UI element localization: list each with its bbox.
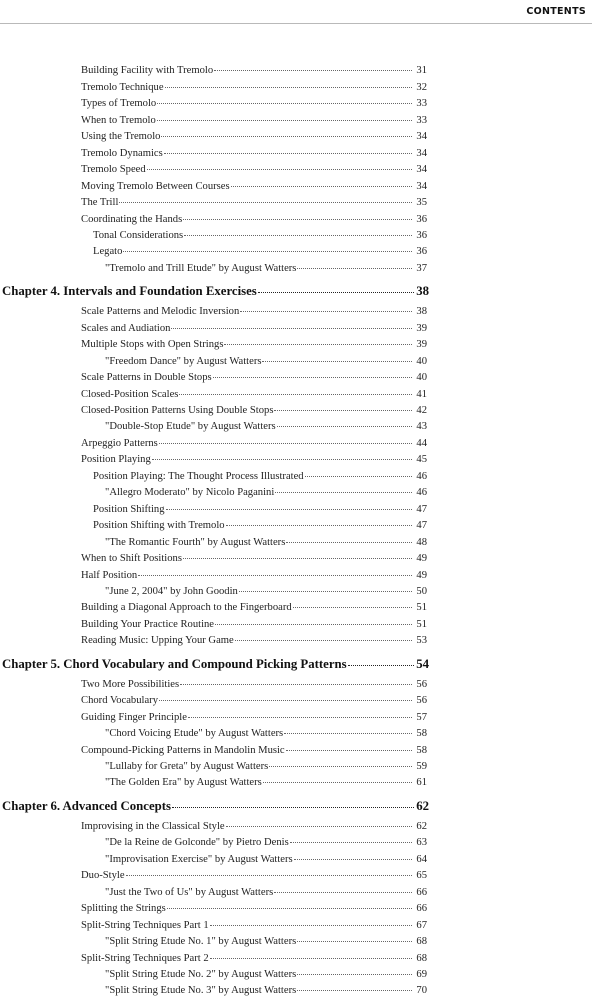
- toc-entry-title: Moving Tremolo Between Courses: [81, 180, 230, 192]
- dot-leader: [294, 850, 412, 859]
- dot-leader: [157, 95, 412, 104]
- toc-entry-title: Coordinating the Hands: [81, 213, 183, 225]
- toc-page-number: 66: [416, 886, 427, 898]
- toc-entry: [105, 776, 427, 793]
- dot-leader: [240, 303, 412, 312]
- toc-page-number: 46: [416, 487, 427, 499]
- dot-leader: [166, 500, 412, 509]
- toc-page-number: 54: [416, 656, 429, 671]
- toc-page-number: 68: [416, 952, 427, 964]
- toc-page-number: 66: [416, 903, 427, 915]
- toc-page-number: 47: [416, 503, 427, 515]
- dot-leader: [126, 867, 412, 876]
- toc-page-number: 49: [416, 569, 427, 581]
- toc-entry: [105, 261, 427, 278]
- toc-entry-title: Half Position: [81, 569, 138, 581]
- toc-entry-title: Scale Patterns and Melodic Inversion: [81, 306, 240, 318]
- toc-entry-title: "June 2, 2004" by John Goodin: [105, 585, 238, 597]
- toc-entry-title: Building a Diagonal Approach to the Fingerboard: [81, 602, 292, 614]
- toc-page-number: 56: [416, 695, 427, 707]
- dot-leader: [123, 243, 412, 252]
- dot-leader: [188, 708, 412, 717]
- toc-page-number: 48: [416, 536, 427, 548]
- toc-page-number: 31: [416, 65, 427, 77]
- toc-entry-title: The Trill: [81, 197, 119, 209]
- toc-page-number: 34: [416, 131, 427, 143]
- toc-entry-title: Split-String Techniques Part 2: [81, 952, 209, 964]
- toc-page-number: 70: [416, 985, 427, 997]
- toc-entry-title: "Lullaby for Greta" by August Watters: [105, 761, 269, 773]
- toc-page-number: 57: [416, 711, 427, 723]
- toc-entry-title: Tremolo Dynamics: [81, 147, 163, 159]
- toc-entry-title: Tonal Considerations: [93, 229, 184, 241]
- toc-entry-title: "Chord Voicing Etude" by August Watters: [105, 728, 284, 740]
- dot-leader: [226, 817, 412, 826]
- toc-page-number: 36: [416, 213, 427, 225]
- dot-leader: [152, 451, 412, 460]
- toc-entry-title: "Split String Etude No. 1" by August Watters: [105, 936, 297, 948]
- toc-page-number: 43: [416, 421, 427, 433]
- toc-entry-title: Position Shifting with Tremolo: [93, 520, 225, 532]
- dot-leader: [164, 144, 412, 153]
- dot-leader: [184, 227, 412, 236]
- toc-entry-title: "Split String Etude No. 3" by August Watters: [105, 985, 297, 997]
- toc-page-number: 68: [416, 936, 427, 948]
- header-divider: [0, 23, 592, 24]
- toc-page-number: 51: [416, 602, 427, 614]
- toc-entry-title: Legato: [93, 246, 123, 258]
- toc-entry-title: When to Shift Positions: [81, 553, 182, 565]
- toc-entry-title: Building Your Practice Routine: [81, 618, 215, 630]
- toc-page-number: 58: [416, 728, 427, 740]
- toc-entry-title: Improvising in the Classical Style: [81, 820, 225, 832]
- toc-page-number: 49: [416, 553, 427, 565]
- dot-leader: [161, 128, 412, 137]
- dot-leader: [262, 352, 412, 361]
- dot-leader: [258, 282, 414, 293]
- dot-leader: [239, 583, 412, 592]
- toc-page-number: 59: [416, 761, 427, 773]
- toc-page-number: 33: [416, 114, 427, 126]
- toc-page-number: 42: [416, 405, 427, 417]
- toc-entry-title: Chapter 4. Intervals and Foundation Exercises: [2, 284, 257, 299]
- dot-leader: [215, 615, 412, 624]
- dot-leader: [224, 336, 412, 345]
- page-header: [0, 0, 592, 25]
- toc-entry-title: "The Romantic Fourth" by August Watters: [105, 536, 286, 548]
- toc-page-number: 34: [416, 147, 427, 159]
- toc-chapter-heading: [2, 798, 429, 818]
- toc-entry-title: Chapter 6. Advanced Concepts: [2, 798, 171, 813]
- toc-page-number: 39: [416, 322, 427, 334]
- dot-leader: [180, 675, 412, 684]
- toc-entry: [81, 634, 427, 651]
- toc-entry-title: Splitting the Strings: [81, 903, 166, 915]
- dot-leader: [348, 654, 414, 665]
- toc-page-number: 36: [416, 229, 427, 241]
- toc-page-number: 33: [416, 98, 427, 110]
- toc-entry-title: Chapter 5. Chord Vocabulary and Compound Picking Patterns: [2, 656, 347, 671]
- dot-leader: [147, 161, 412, 170]
- toc-entry-title: Arpeggio Patterns: [81, 437, 158, 449]
- toc-entry-title: "Double-Stop Etude" by August Watters: [105, 421, 276, 433]
- dot-leader: [284, 725, 412, 734]
- toc-chapter-heading: [2, 284, 429, 304]
- dot-leader: [290, 834, 412, 843]
- toc-page-number: 36: [416, 246, 427, 258]
- dot-leader: [171, 319, 412, 328]
- toc-page-number: 69: [416, 968, 427, 980]
- toc-entry-title: Closed-Position Scales: [81, 388, 179, 400]
- dot-leader: [274, 402, 412, 411]
- toc-entry-title: Tremolo Technique: [81, 81, 164, 93]
- dot-leader: [210, 916, 412, 925]
- dot-leader: [297, 933, 412, 942]
- dot-leader: [269, 758, 412, 767]
- dot-leader: [167, 900, 412, 909]
- toc-page-number: 34: [416, 180, 427, 192]
- toc-page-number: 63: [416, 837, 427, 849]
- toc-page-number: 35: [416, 197, 427, 209]
- dot-leader: [159, 434, 412, 443]
- toc-entry-title: "Allegro Moderato" by Nicolo Paganini: [105, 487, 275, 499]
- toc-entry-title: Split-String Techniques Part 1: [81, 919, 209, 931]
- dot-leader: [286, 533, 412, 542]
- dot-leader: [183, 210, 412, 219]
- dot-leader: [159, 692, 412, 701]
- dot-leader: [179, 385, 412, 394]
- dot-leader: [157, 111, 412, 120]
- dot-leader: [235, 632, 412, 641]
- toc-entry-title: Two More Possibilities: [81, 678, 180, 690]
- toc-page-number: 58: [416, 744, 427, 756]
- toc-page-number: 62: [416, 798, 429, 813]
- dot-leader: [226, 517, 412, 526]
- dot-leader: [263, 774, 412, 783]
- toc-page-number: 37: [416, 262, 427, 274]
- page-header-title: CONTENTS: [526, 6, 586, 17]
- toc-entry-title: Scales and Audiation: [81, 322, 171, 334]
- toc-entry-title: Position Playing: [81, 454, 151, 466]
- toc-entry-title: Multiple Stops with Open Strings: [81, 339, 224, 351]
- toc-entry-title: Types of Tremolo: [81, 98, 157, 110]
- dot-leader: [277, 418, 412, 427]
- toc-page-number: 38: [416, 284, 429, 299]
- dot-leader: [165, 78, 412, 87]
- dot-leader: [297, 966, 412, 975]
- toc-page-number: 67: [416, 919, 427, 931]
- dot-leader: [138, 566, 412, 575]
- toc-page-number: 38: [416, 306, 427, 318]
- toc-page-number: 46: [416, 470, 427, 482]
- dot-leader: [172, 796, 414, 807]
- dot-leader: [286, 741, 412, 750]
- toc-entry-title: Scale Patterns in Double Stops: [81, 372, 212, 384]
- toc-page-number: 39: [416, 339, 427, 351]
- toc-entry-title: Building Facility with Tremolo: [81, 65, 214, 77]
- toc-entry-title: Closed-Position Patterns Using Double Stops: [81, 405, 274, 417]
- toc-chapter-heading: [2, 656, 429, 676]
- toc-page-number: 64: [416, 853, 427, 865]
- toc-entry-title: "Just the Two of Us" by August Watters: [105, 886, 274, 898]
- dot-leader: [231, 177, 412, 186]
- toc-entry-title: Position Playing: The Thought Process Illustrated: [93, 470, 304, 482]
- toc-entry-title: Guiding Finger Principle: [81, 711, 187, 723]
- toc-page-number: 32: [416, 81, 427, 93]
- dot-leader: [297, 259, 412, 268]
- toc-page-number: 41: [416, 388, 427, 400]
- toc-entry-title: "Freedom Dance" by August Watters: [105, 355, 262, 367]
- dot-leader: [214, 62, 412, 71]
- toc-entry: [105, 984, 427, 1000]
- toc-entry-title: Duo-Style: [81, 870, 125, 882]
- toc-page-number: 56: [416, 678, 427, 690]
- dot-leader: [274, 883, 412, 892]
- toc-page-number: 40: [416, 372, 427, 384]
- toc-page-number: 45: [416, 454, 427, 466]
- toc-entry-title: Position Shifting: [93, 503, 165, 515]
- dot-leader: [305, 467, 412, 476]
- toc-entry-title: "The Golden Era" by August Watters: [105, 777, 262, 789]
- toc-entry-title: "Improvisation Exercise" by August Watters: [105, 853, 293, 865]
- toc-page-number: 34: [416, 164, 427, 176]
- dot-leader: [275, 484, 412, 493]
- dot-leader: [293, 599, 412, 608]
- toc-entry-title: Compound-Picking Patterns in Mandolin Music: [81, 744, 285, 756]
- dot-leader: [210, 949, 412, 958]
- dot-leader: [213, 369, 412, 378]
- toc-entry-title: "De la Reine de Golconde" by Pietro Denis: [105, 837, 289, 849]
- toc-page-number: 40: [416, 355, 427, 367]
- toc-page-number: 61: [416, 777, 427, 789]
- toc-entry-title: Reading Music: Upping Your Game: [81, 635, 234, 647]
- dot-leader: [183, 550, 412, 559]
- toc-page-number: 50: [416, 585, 427, 597]
- toc-entry-title: Using the Tremolo: [81, 131, 161, 143]
- dot-leader: [297, 982, 412, 991]
- toc-entry-title: When to Tremolo: [81, 114, 156, 126]
- dot-leader: [119, 194, 412, 203]
- toc-page-number: 53: [416, 635, 427, 647]
- toc-page-number: 65: [416, 870, 427, 882]
- toc-page-number: 47: [416, 520, 427, 532]
- toc-page-number: 51: [416, 618, 427, 630]
- toc-entry-title: Tremolo Speed: [81, 164, 146, 176]
- toc-page-number: 62: [416, 820, 427, 832]
- toc-entry-title: "Tremolo and Trill Etude" by August Watters: [105, 262, 297, 274]
- toc-entry-title: Chord Vocabulary: [81, 695, 158, 707]
- toc-entry-title: "Split String Etude No. 2" by August Watters: [105, 968, 297, 980]
- toc-page-number: 44: [416, 437, 427, 449]
